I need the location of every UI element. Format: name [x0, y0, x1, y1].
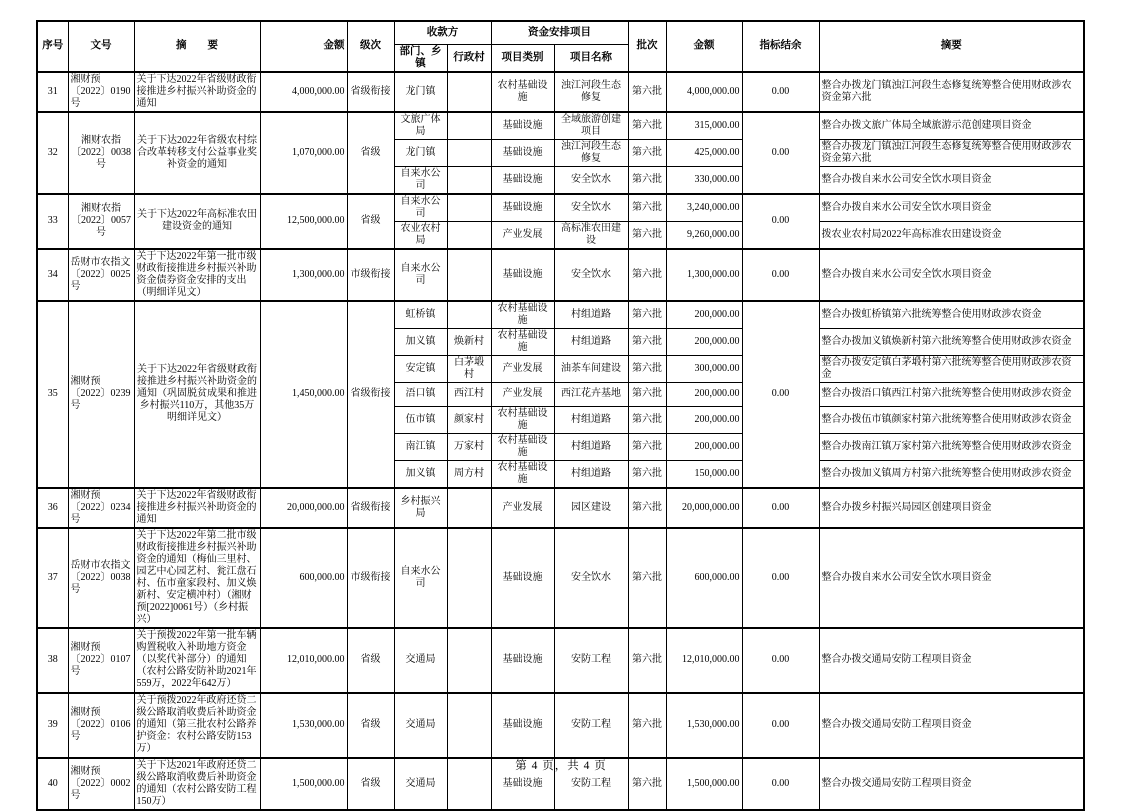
cell-dept: 文旅广体局	[394, 112, 447, 140]
cell-balance: 0.00	[742, 249, 819, 301]
cell-sub-amount: 200,000.00	[666, 301, 742, 329]
cell-batch: 第六批	[628, 693, 666, 758]
cell-balance: 0.00	[742, 72, 819, 112]
cell-amount: 12,500,000.00	[260, 194, 347, 249]
cell-sub-amount: 330,000.00	[666, 166, 742, 194]
cell-dept: 自来水公司	[394, 528, 447, 628]
cell-amount: 4,000,000.00	[260, 72, 347, 112]
cell-doc-number: 岳财市农指文〔2022〕0025号	[68, 249, 134, 301]
cell-note: 整合办拨交通局安防工程项目资金	[819, 693, 1084, 758]
header-note: 摘要	[819, 21, 1084, 72]
cell-doc-number: 湘财预〔2022〕0106号	[68, 693, 134, 758]
header-no: 序号	[37, 21, 68, 72]
cell-dept: 交通局	[394, 758, 447, 810]
cell-category: 农村基础设施	[491, 328, 554, 355]
cell-note: 整合办拨自来水公司安全饮水项目资金	[819, 166, 1084, 194]
cell-level: 省级	[347, 693, 394, 758]
cell-note: 整合办拨伍市镇颜家村第六批统筹整合使用财政涉农资金	[819, 406, 1084, 433]
cell-batch: 第六批	[628, 72, 666, 112]
cell-category: 基础设施	[491, 139, 554, 166]
table-row	[37, 249, 1084, 301]
cell-balance: 0.00	[742, 301, 819, 488]
cell-sub-amount: 150,000.00	[666, 460, 742, 488]
cell-doc-number: 湘财预〔2022〕0107号	[68, 628, 134, 693]
cell-category: 基础设施	[491, 194, 554, 222]
cell-village	[447, 194, 491, 222]
cell-note: 整合办拨交通局安防工程项目资金	[819, 758, 1084, 810]
table-row	[37, 301, 1084, 329]
cell-village	[447, 488, 491, 528]
cell-village: 焕新村	[447, 328, 491, 355]
cell-batch: 第六批	[628, 628, 666, 693]
cell-note: 拨农业农村局2022年高标准农田建设资金	[819, 221, 1084, 249]
cell-sub-amount: 300,000.00	[666, 355, 742, 382]
table-row	[37, 112, 1084, 140]
cell-sub-amount: 4,000,000.00	[666, 72, 742, 112]
cell-dept: 虹桥镇	[394, 301, 447, 329]
cell-no: 39	[37, 693, 68, 758]
cell-note: 整合办拨龙门镇浊江河段生态修复统筹整合使用财政涉农资金第六批	[819, 72, 1084, 112]
cell-sub-amount: 1,530,000.00	[666, 693, 742, 758]
cell-project-name: 油茶车间建设	[554, 355, 628, 382]
cell-doc-number: 岳财市农指文〔2022〕0038号	[68, 528, 134, 628]
cell-doc-number: 湘财预〔2022〕0002号	[68, 758, 134, 810]
cell-level: 省级	[347, 628, 394, 693]
cell-no: 32	[37, 112, 68, 194]
cell-dept: 自来水公司	[394, 249, 447, 301]
cell-balance: 0.00	[742, 758, 819, 810]
cell-sub-amount: 315,000.00	[666, 112, 742, 140]
cell-village	[447, 139, 491, 166]
header-balance: 指标结余	[742, 21, 819, 72]
cell-project-name: 西江花卉基地	[554, 382, 628, 406]
cell-sub-amount: 20,000,000.00	[666, 488, 742, 528]
cell-project-name: 村组道路	[554, 406, 628, 433]
cell-amount: 12,010,000.00	[260, 628, 347, 693]
cell-category: 农村基础设施	[491, 301, 554, 329]
header-category: 项目类别	[491, 44, 554, 72]
cell-amount: 1,500,000.00	[260, 758, 347, 810]
cell-level: 省级	[347, 194, 394, 249]
cell-category: 基础设施	[491, 758, 554, 810]
header-village: 行政村	[447, 44, 491, 72]
cell-no: 38	[37, 628, 68, 693]
cell-doc-number: 湘财农指〔2022〕0057号	[68, 194, 134, 249]
cell-balance: 0.00	[742, 528, 819, 628]
cell-sub-amount: 200,000.00	[666, 406, 742, 433]
cell-batch: 第六批	[628, 528, 666, 628]
table-row	[37, 693, 1084, 758]
cell-batch: 第六批	[628, 460, 666, 488]
cell-balance: 0.00	[742, 112, 819, 194]
page-footer: 第 4 页，共 4 页	[515, 760, 607, 772]
cell-village: 颜家村	[447, 406, 491, 433]
cell-project-name: 村组道路	[554, 301, 628, 329]
cell-project-name: 村组道路	[554, 328, 628, 355]
cell-batch: 第六批	[628, 328, 666, 355]
funds-allocation-table	[36, 20, 1085, 811]
cell-note: 整合办拨龙门镇浊江河段生态修复统筹整合使用财政涉农资金第六批	[819, 139, 1084, 166]
cell-summary: 关于预拨2022年第一批车辆购置税收入补助地方资金（以奖代补部分）的通知（农村公路安防补助2021年559万，2022年642万）	[134, 628, 260, 693]
cell-category: 基础设施	[491, 693, 554, 758]
cell-batch: 第六批	[628, 382, 666, 406]
cell-dept: 加义镇	[394, 460, 447, 488]
cell-amount: 1,300,000.00	[260, 249, 347, 301]
cell-amount: 1,450,000.00	[260, 301, 347, 488]
cell-note: 整合办拨加义镇焕新村第六批统筹整合使用财政涉农资金	[819, 328, 1084, 355]
cell-sub-amount: 9,260,000.00	[666, 221, 742, 249]
cell-note: 整合办拨交通局安防工程项目资金	[819, 628, 1084, 693]
cell-dept: 浯口镇	[394, 382, 447, 406]
cell-dept: 南江镇	[394, 433, 447, 460]
cell-summary: 关于下达2022年省级农村综合改革转移支付公益事业奖补资金的通知	[134, 112, 260, 194]
cell-project-name: 安全饮水	[554, 528, 628, 628]
cell-village	[447, 693, 491, 758]
cell-village: 万家村	[447, 433, 491, 460]
table-header	[37, 21, 1084, 72]
cell-batch: 第六批	[628, 112, 666, 140]
cell-balance: 0.00	[742, 693, 819, 758]
cell-no: 35	[37, 301, 68, 488]
cell-balance: 0.00	[742, 488, 819, 528]
cell-sub-amount: 1,300,000.00	[666, 249, 742, 301]
cell-village	[447, 72, 491, 112]
cell-balance: 0.00	[742, 194, 819, 249]
cell-project-name: 浊江河段生态修复	[554, 139, 628, 166]
cell-no: 34	[37, 249, 68, 301]
cell-village	[447, 249, 491, 301]
cell-sub-amount: 3,240,000.00	[666, 194, 742, 222]
cell-batch: 第六批	[628, 249, 666, 301]
cell-category: 农村基础设施	[491, 460, 554, 488]
cell-batch: 第六批	[628, 355, 666, 382]
cell-doc-number: 湘财预〔2022〕0190号	[68, 72, 134, 112]
cell-no: 36	[37, 488, 68, 528]
cell-summary: 关于下达2022年高标准农田建设资金的通知	[134, 194, 260, 249]
header-batch: 批次	[628, 21, 666, 72]
cell-dept: 自来水公司	[394, 194, 447, 222]
cell-project-name: 安全饮水	[554, 249, 628, 301]
cell-project-name: 村组道路	[554, 433, 628, 460]
cell-sub-amount: 600,000.00	[666, 528, 742, 628]
cell-summary: 关于下达2021年政府还贷二级公路取消收费后补助资金的通知（农村公路安防工程150万）	[134, 758, 260, 810]
cell-doc-number: 湘财预〔2022〕0239号	[68, 301, 134, 488]
cell-amount: 600,000.00	[260, 528, 347, 628]
cell-note: 整合办拨文旅广体局全域旅游示范创建项目资金	[819, 112, 1084, 140]
cell-project-name: 浊江河段生态修复	[554, 72, 628, 112]
cell-sub-amount: 200,000.00	[666, 433, 742, 460]
cell-doc-number: 湘财预〔2022〕0234号	[68, 488, 134, 528]
cell-batch: 第六批	[628, 758, 666, 810]
cell-village: 白茅塅村	[447, 355, 491, 382]
cell-summary: 关于下达2022年省级财政衔接推进乡村振兴补助资金的通知	[134, 488, 260, 528]
cell-dept: 自来水公司	[394, 166, 447, 194]
cell-batch: 第六批	[628, 406, 666, 433]
cell-project-name: 园区建设	[554, 488, 628, 528]
header-level: 级次	[347, 21, 394, 72]
cell-level: 市级衔接	[347, 249, 394, 301]
cell-summary: 关于预拨2022年政府还贷二级公路取消收费后补助资金的通知（第三批农村公路养护资金：农村公路安防153万）	[134, 693, 260, 758]
cell-project-name: 安全饮水	[554, 166, 628, 194]
cell-dept: 伍市镇	[394, 406, 447, 433]
cell-note: 整合办拨浯口镇西江村第六批统筹整合使用财政涉农资金	[819, 382, 1084, 406]
cell-doc-number: 湘财农指〔2022〕0038号	[68, 112, 134, 194]
cell-sub-amount: 200,000.00	[666, 328, 742, 355]
cell-project-name: 安防工程	[554, 693, 628, 758]
header-row-1	[37, 21, 1084, 44]
table-row	[37, 194, 1084, 222]
cell-summary: 关于下达2022年省级财政衔接推进乡村振兴补助资金的通知（巩固脱贫成果和推进乡村振兴110万，其他35万明细详见文）	[134, 301, 260, 488]
cell-batch: 第六批	[628, 301, 666, 329]
cell-category: 产业发展	[491, 355, 554, 382]
cell-category: 基础设施	[491, 166, 554, 194]
table-row	[37, 628, 1084, 693]
header-amount: 金额	[260, 21, 347, 72]
cell-village	[447, 166, 491, 194]
cell-batch: 第六批	[628, 166, 666, 194]
cell-project-name: 安防工程	[554, 628, 628, 693]
header-fund-project: 资金安排项目	[491, 21, 628, 44]
table-body	[37, 72, 1084, 810]
cell-dept: 安定镇	[394, 355, 447, 382]
cell-level: 省级衔接	[347, 488, 394, 528]
cell-category: 基础设施	[491, 249, 554, 301]
cell-category: 基础设施	[491, 112, 554, 140]
cell-dept: 交通局	[394, 693, 447, 758]
cell-project-name: 安全饮水	[554, 194, 628, 222]
cell-note: 整合办拨虹桥镇第六批统筹整合使用财政涉农资金	[819, 301, 1084, 329]
cell-category: 农村基础设施	[491, 433, 554, 460]
cell-note: 整合办拨乡村振兴局园区创建项目资金	[819, 488, 1084, 528]
cell-sub-amount: 1,500,000.00	[666, 758, 742, 810]
cell-batch: 第六批	[628, 488, 666, 528]
table-row	[37, 72, 1084, 112]
cell-category: 基础设施	[491, 528, 554, 628]
cell-dept: 龙门镇	[394, 139, 447, 166]
cell-batch: 第六批	[628, 433, 666, 460]
cell-sub-amount: 12,010,000.00	[666, 628, 742, 693]
cell-category: 产业发展	[491, 488, 554, 528]
cell-category: 产业发展	[491, 221, 554, 249]
cell-village	[447, 528, 491, 628]
cell-project-name: 全域旅游创建项目	[554, 112, 628, 140]
cell-sub-amount: 425,000.00	[666, 139, 742, 166]
cell-project-name: 村组道路	[554, 460, 628, 488]
cell-sub-amount: 200,000.00	[666, 382, 742, 406]
cell-batch: 第六批	[628, 221, 666, 249]
cell-village: 周方村	[447, 460, 491, 488]
cell-level: 省级	[347, 758, 394, 810]
cell-balance: 0.00	[742, 628, 819, 693]
cell-dept: 龙门镇	[394, 72, 447, 112]
cell-note: 整合办拨自来水公司安全饮水项目资金	[819, 194, 1084, 222]
cell-dept: 乡村振兴局	[394, 488, 447, 528]
cell-note: 整合办拨加义镇周方村第六批统筹整合使用财政涉农资金	[819, 460, 1084, 488]
header-dept: 部门、乡镇	[394, 44, 447, 72]
cell-village	[447, 221, 491, 249]
cell-amount: 20,000,000.00	[260, 488, 347, 528]
cell-note: 整合办拨自来水公司安全饮水项目资金	[819, 528, 1084, 628]
cell-amount: 1,070,000.00	[260, 112, 347, 194]
cell-amount: 1,530,000.00	[260, 693, 347, 758]
header-amount2: 金额	[666, 21, 742, 72]
cell-project-name: 安防工程	[554, 758, 628, 810]
cell-project-name: 高标准农田建设	[554, 221, 628, 249]
cell-note: 整合办拨安定镇白茅塅村第六批统筹整合使用财政涉农资金	[819, 355, 1084, 382]
header-payee: 收款方	[394, 21, 491, 44]
cell-no: 31	[37, 72, 68, 112]
cell-no: 33	[37, 194, 68, 249]
cell-summary: 关于下达2022年第二批市级财政衔接推进乡村振兴补助资金的通知（梅仙三里村、园艺中心园艺村、瓮江盘石村、伍市童家段村、加义焕新村、安定横冲村）（湘财预[2022]0061号）（乡村振兴）	[134, 528, 260, 628]
cell-dept: 交通局	[394, 628, 447, 693]
cell-level: 省级衔接	[347, 72, 394, 112]
cell-level: 省级衔接	[347, 301, 394, 488]
cell-batch: 第六批	[628, 139, 666, 166]
cell-dept: 加义镇	[394, 328, 447, 355]
cell-category: 农村基础设施	[491, 72, 554, 112]
cell-dept: 农业农村局	[394, 221, 447, 249]
cell-batch: 第六批	[628, 194, 666, 222]
header-project: 项目名称	[554, 44, 628, 72]
cell-village	[447, 301, 491, 329]
table-row	[37, 528, 1084, 628]
cell-village	[447, 628, 491, 693]
cell-village: 西江村	[447, 382, 491, 406]
cell-note: 整合办拨自来水公司安全饮水项目资金	[819, 249, 1084, 301]
header-summary: 摘 要	[134, 21, 260, 72]
cell-category: 产业发展	[491, 382, 554, 406]
cell-note: 整合办拨南江镇万家村第六批统筹整合使用财政涉农资金	[819, 433, 1084, 460]
cell-summary: 关于下达2022年第一批市级财政衔接推进乡村振兴补助资金债券资金安排的支出（明细详见文）	[134, 249, 260, 301]
cell-no: 40	[37, 758, 68, 810]
cell-summary: 关于下达2022年省级财政衔接推进乡村振兴补助资金的通知	[134, 72, 260, 112]
cell-category: 基础设施	[491, 628, 554, 693]
header-doc: 文号	[68, 21, 134, 72]
cell-level: 市级衔接	[347, 528, 394, 628]
cell-village	[447, 112, 491, 140]
cell-level: 省级	[347, 112, 394, 194]
cell-category: 农村基础设施	[491, 406, 554, 433]
cell-no: 37	[37, 528, 68, 628]
table-row	[37, 488, 1084, 528]
